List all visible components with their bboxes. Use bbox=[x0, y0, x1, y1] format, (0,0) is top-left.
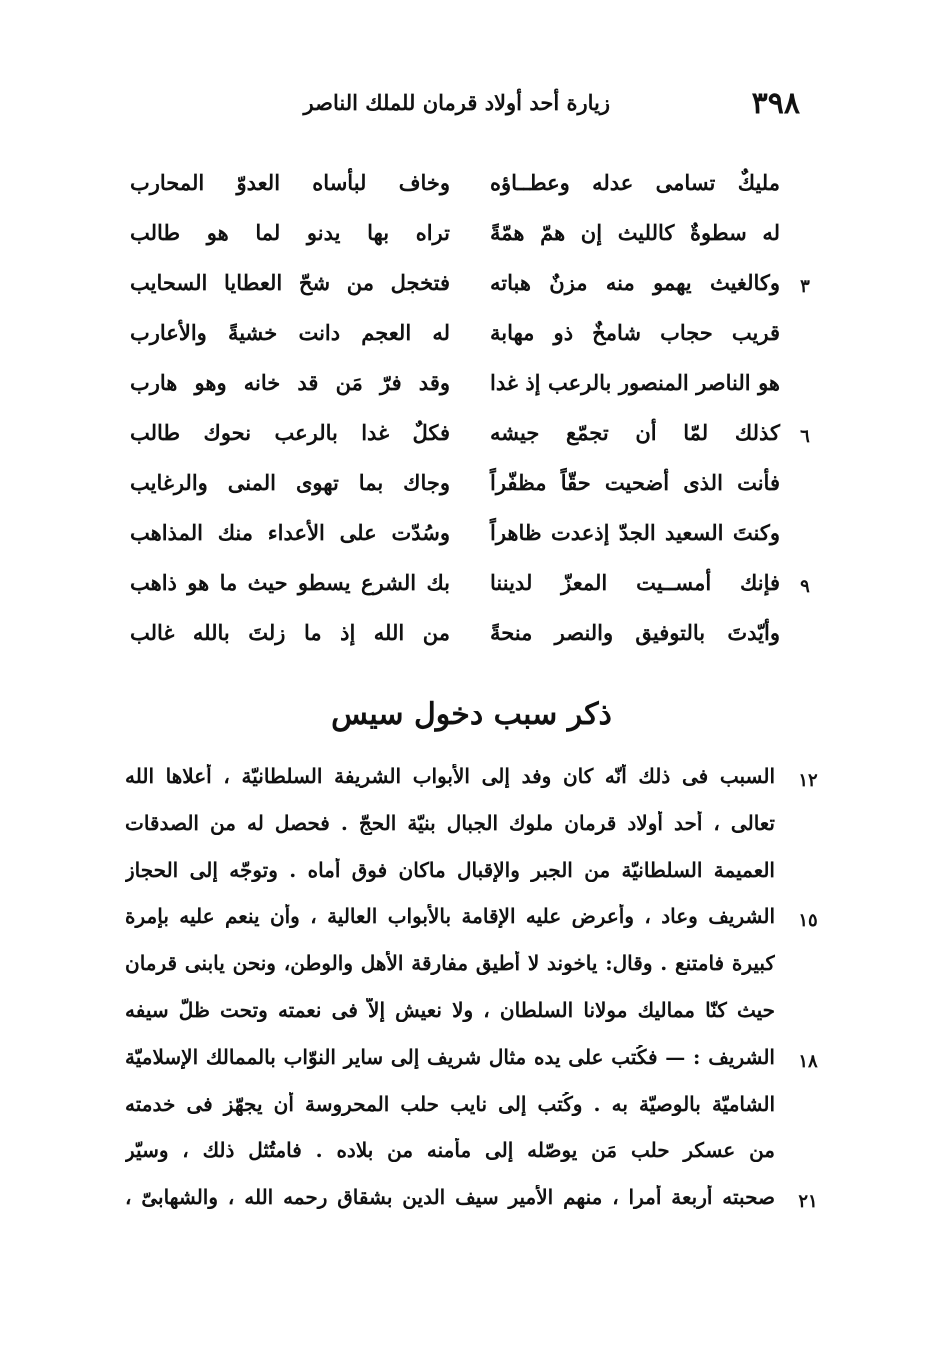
verse-first-hemistich: وكالغيث يهمو منه مزنٌ هباته bbox=[490, 270, 780, 295]
verse-first-hemistich: مليكٌ تسامى عدله وعطــاؤه bbox=[490, 170, 780, 195]
line-number: ١٨ bbox=[798, 1050, 818, 1072]
line-text: الشريف : — فكُتب على يده مثال شريف إلى ساير النوّاب بالممالك الإسلاميّة bbox=[125, 1044, 775, 1069]
verse-second-hemistich: من الله إذ ما زلتَ بالله غالب bbox=[130, 620, 450, 645]
verse-first-hemistich: هو الناصر المنصور بالرعب إذ غدا bbox=[490, 370, 780, 395]
line-text: حيث كنّا مماليك مولانا السلطان ، ولا نعيش إلاّ فى نعمته وتحت ظلّ سيفه bbox=[125, 997, 775, 1022]
line-text: تعالى ، أحد أولاد قرمان ملوك الجبال بنيّة الحجّ . فحصل له من الصدقات bbox=[125, 810, 775, 835]
poem bbox=[120, 170, 810, 670]
prose-line bbox=[125, 947, 815, 994]
verse-number: ٦ bbox=[800, 426, 810, 447]
verse-number: ٩ bbox=[800, 576, 810, 597]
poem-verse bbox=[120, 320, 810, 368]
line-text: السبب فى ذلك أنّه كان وفد إلى الأبواب الشريفة السلطانيّة ، أعلاها الله bbox=[125, 764, 775, 788]
verse-first-hemistich: فإنك أمســيت المعزّ لديننا bbox=[490, 570, 780, 595]
verse-first-hemistich: وكنتَ السعيد الجدّ إذعدت ظاهراً bbox=[490, 520, 780, 545]
verse-first-hemistich: فأنت الذى أضحيت حقّاً مظفّراً bbox=[490, 470, 780, 495]
section-heading: ذكر سبب دخول سيس bbox=[331, 697, 612, 732]
prose-line bbox=[125, 854, 815, 901]
poem-verse bbox=[120, 520, 810, 568]
verse-second-hemistich: وجاك بما تهوى المنى والرغايب bbox=[130, 470, 450, 495]
running-title: زيارة أحد أولاد قرمان للملك الناصر bbox=[303, 90, 610, 115]
poem-verse bbox=[120, 570, 810, 618]
poem-verse bbox=[120, 170, 810, 218]
prose-line bbox=[125, 1041, 818, 1088]
verse-first-hemistich: كذلك لمّا أن تجمّع جيشه bbox=[490, 420, 780, 445]
verse-second-hemistich: له العجم دانت خشيةً والأعارب bbox=[130, 320, 450, 345]
poem-verse bbox=[120, 220, 810, 268]
verse-first-hemistich: له سطوةٌ كالليث إن همّ همّةً bbox=[490, 220, 780, 245]
prose-line bbox=[125, 1134, 815, 1181]
verse-second-hemistich: فتخجل من شحّ العطايا السحايب bbox=[130, 270, 450, 295]
prose-line bbox=[125, 1088, 815, 1135]
prose-line bbox=[125, 1181, 818, 1228]
verse-second-hemistich: تراه بها يدنو لما هو طالب bbox=[130, 220, 450, 245]
poem-verse bbox=[120, 370, 810, 418]
prose-line bbox=[125, 900, 818, 947]
page-number: ٣٩٨ bbox=[751, 86, 800, 121]
poem-verse bbox=[120, 420, 810, 468]
verse-second-hemistich: وقد فرّ مَن قد خانه وهو هارب bbox=[130, 370, 450, 395]
page-header bbox=[120, 86, 800, 126]
verse-number: ٣ bbox=[800, 276, 810, 297]
line-text: صحبته أربعة أمرا ، منهم الأمير سيف الدين بشقاق رحمه الله ، والشهابىّ ، bbox=[125, 1185, 775, 1210]
line-text: الشريف وعاد ، وأعرض عليه الإقامة بالأبواب العالية ، وأن ينعم عليه بإمرة bbox=[125, 904, 775, 929]
verse-second-hemistich: وسُدّت على الأعداء منك المذاهب bbox=[130, 520, 450, 545]
line-text: العميمة السلطانيّة من الجبر والإقبال ماكان فوق أماه . وتوجّه إلى الحجاز bbox=[125, 857, 775, 882]
prose-line bbox=[125, 807, 815, 854]
line-text: الشاميّة بالوصيّة به . وكُتب إلى نايب حلب المحروسة أن يجهّز فى خدمته bbox=[125, 1091, 775, 1116]
prose-line bbox=[125, 760, 818, 807]
line-text: كبيرة فامتنع . وقال: ياخوند لا أطيق مفارقة الأهل والوطن، ونحن يابنى قرمان bbox=[125, 951, 775, 976]
verse-first-hemistich: وأيّدتَ بالتوفيق والنصر منحةً bbox=[490, 620, 780, 645]
line-number: ١٢ bbox=[798, 770, 818, 791]
line-number: ٢١ bbox=[798, 1191, 818, 1213]
prose-line bbox=[125, 994, 815, 1041]
verse-second-hemistich: وخاف لبأساه العدوّ المحارب bbox=[130, 170, 450, 195]
poem-verse bbox=[120, 470, 810, 518]
line-number: ١٥ bbox=[798, 910, 818, 932]
verse-second-hemistich: فكلٌ غدا بالرعب نحوك طالب bbox=[130, 420, 450, 445]
prose-body bbox=[125, 760, 818, 1228]
verse-second-hemistich: بك الشرع يسطو حيث ما هو ذاهب bbox=[130, 570, 450, 595]
line-text: من عسكر حلب مَن يوصّله إلى مأمنه من بلاده . فامتُثل ذلك ، وسيّر bbox=[125, 1138, 775, 1163]
poem-verse bbox=[120, 270, 810, 318]
poem-verse bbox=[120, 620, 810, 668]
verse-first-hemistich: قريب حجاب شامخٌ ذو مهابة bbox=[490, 320, 780, 345]
